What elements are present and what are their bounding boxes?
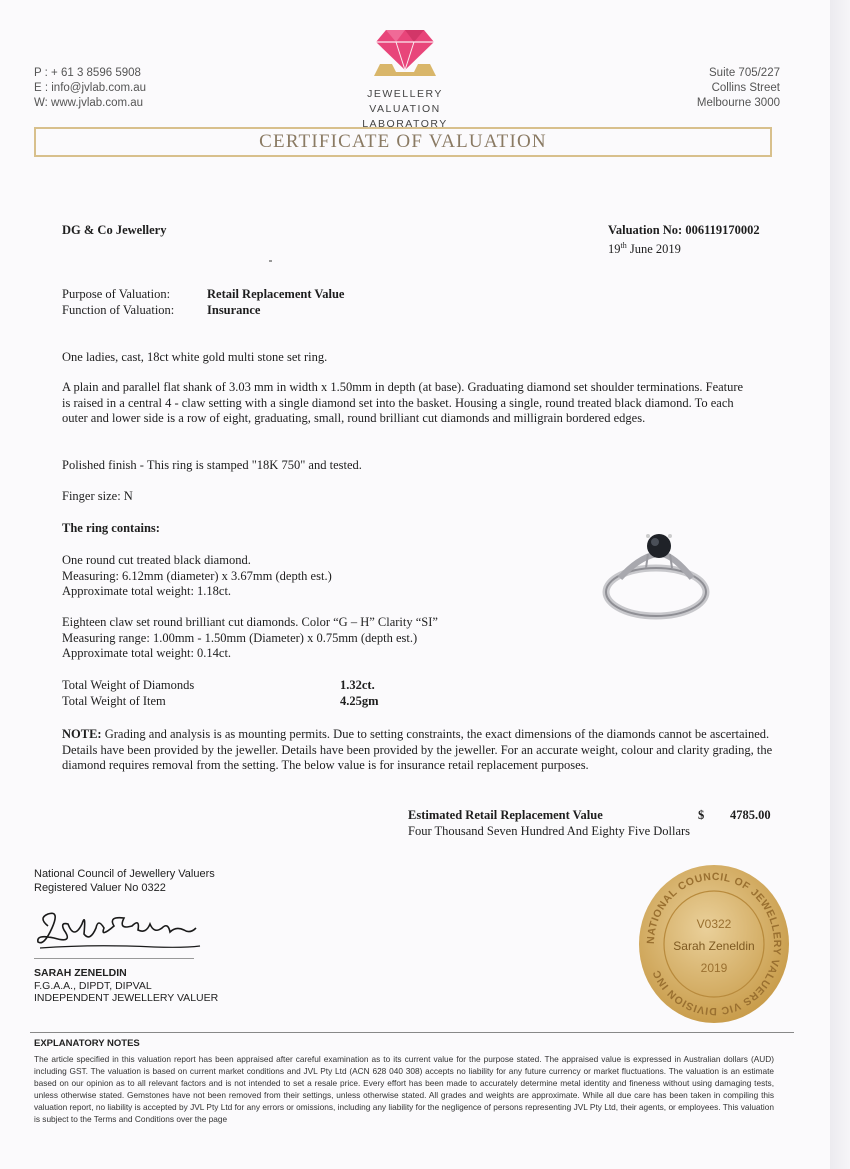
address-block	[697, 66, 780, 111]
certificate-title: CERTIFICATE OF VALUATION	[259, 131, 547, 152]
grading-note	[62, 727, 774, 774]
estimate-label: Estimated Retail Replacement Value	[408, 808, 603, 822]
seal-code: V0322	[696, 917, 732, 931]
seal-ring-text: NATIONAL COUNCIL OF JEWELLERY VALUERS VIC DIVISION INC	[644, 870, 784, 1018]
purpose-value: Retail Replacement Value	[207, 287, 345, 301]
item-description: A plain and parallel flat shank of 3.03 mm in width x 1.50mm in depth (at base). Graduating diamond set shoulder terminations. Feature is raised in a central 4 - claw setting with a single diamond set into the basket. Housing a single, round treated black diamond. To each outer and lower side is a row of eight, graduating, small, round brilliant cut diamonds and milligrain bordered edges.	[62, 380, 744, 425]
valuation-number: Valuation No: 006119170002	[608, 223, 760, 237]
estimate-value: 4785.00	[730, 808, 771, 822]
item-summary: One ladies, cast, 18ct white gold multi stone set ring.	[62, 350, 328, 364]
address-line1: Suite 705/227	[709, 67, 780, 79]
signature-image	[34, 904, 204, 958]
signer-title: INDEPENDENT JEWELLERY VALUER	[34, 992, 219, 1004]
stone-line: Eighteen claw set round brilliant cut diamonds. Color “G – H” Clarity “SI”	[62, 615, 438, 629]
page-edge	[830, 0, 850, 1169]
signer-name: SARAH ZENELDIN	[34, 967, 127, 979]
contact-phone: P : + 61 3 8596 5908	[34, 67, 141, 79]
total-item-value: 4.25gm	[340, 694, 379, 708]
logo-text-line2: LABORATORY	[362, 118, 448, 130]
contact-email: E : info@jvlab.com.au	[34, 82, 147, 94]
gem-logo-icon	[372, 24, 438, 78]
notes-divider	[30, 1032, 794, 1033]
stone-line: One round cut treated black diamond.	[62, 553, 251, 567]
stone-group-brilliant-diamonds	[62, 615, 522, 662]
stone-line: Approximate total weight: 1.18ct.	[62, 584, 232, 598]
valuation-date	[608, 238, 681, 258]
council-seal	[638, 864, 790, 1024]
stone-line: Approximate total weight: 0.14ct.	[62, 646, 232, 660]
stone-line: Measuring range: 1.00mm - 1.50mm (Diameter) x 0.75mm (depth est.)	[62, 630, 418, 645]
total-diamonds-value: 1.32ct.	[340, 678, 375, 692]
total-diamonds-label: Total Weight of Diamonds	[62, 678, 195, 692]
seal-year: 2019	[700, 961, 728, 975]
contact-web: W: www.jvlab.com.au	[34, 97, 144, 109]
signature-line	[34, 958, 194, 959]
client-name: DG & Co Jewellery	[62, 223, 167, 237]
total-item-label: Total Weight of Item	[62, 694, 166, 708]
explanatory-notes-title: EXPLANATORY NOTES	[34, 1038, 140, 1049]
address-line3: Melbourne 3000	[696, 97, 780, 109]
purpose-label: Purpose of Valuation:	[62, 287, 171, 301]
lab-logo	[330, 24, 480, 132]
finish-note: Polished finish - This ring is stamped "18K 750" and tested.	[62, 458, 362, 472]
estimate-currency: $	[698, 808, 705, 822]
stone-group-black-diamond	[62, 553, 482, 600]
function-value: Insurance	[207, 303, 261, 317]
certificate-title-box	[34, 127, 772, 157]
estimate-in-words: Four Thousand Seven Hundred And Eighty Five Dollars	[408, 824, 691, 838]
date-suffix: th	[620, 241, 627, 250]
explanatory-notes-text: The article specified in this valuation report has been appraised after careful examination as to its current value for the purpose stated. The appraised value is expressed in Australian dollars (AUD) including GST. The valuation is based on current market conditions and JVL Pty Ltd (ACN 628 040 308) accepts no liability for any future currency or market fluctuations. The valuation is an estimate based on our opinion as to all relevant factors and is not intended to set a resale price. Every effort has been made to accurately determine metal identity and fineness without using damaging tests, unless otherwise stated. Gemstones have not been removed from their settings, unless otherwise stated. All grades and weights are approximate. While all due care has been taken in compiling this valuation report, no liability is accepted by JVL Pty Ltd for any errors or omissions, including any liability for the negligence of persons representing JVL Pty Ltd, their agents, or employees. This valuation is subject to the Terms and Conditions over the page	[34, 1054, 774, 1124]
stone-line: Measuring: 6.12mm (diameter) x 3.67mm (depth est.)	[62, 568, 332, 583]
signer-qualifications: F.G.A.A., DIPDT, DIPVAL	[34, 979, 152, 992]
speck	[269, 260, 272, 262]
registered-number: Registered Valuer No 0322	[34, 882, 166, 894]
council-name: National Council of Jewellery Valuers	[34, 868, 215, 880]
date-day: 19	[608, 242, 621, 257]
function-label: Function of Valuation:	[62, 303, 175, 317]
address-line2: Collins Street	[711, 82, 780, 94]
finger-size: Finger size: N	[62, 489, 133, 503]
signer-block	[34, 967, 218, 1005]
logo-text-line1: JEWELLERY VALUATION	[367, 88, 443, 115]
seal-name: Sarah Zeneldin	[673, 939, 755, 953]
contact-block	[34, 66, 146, 111]
council-block	[34, 867, 215, 895]
ring-photo	[600, 526, 712, 626]
date-rest: June 2019	[626, 242, 681, 257]
note-label: NOTE:	[62, 727, 102, 741]
contains-heading: The ring contains:	[62, 521, 160, 535]
note-text: Grading and analysis is as mounting permits. Due to setting constraints, the exact dimensions of the diamonds cannot be ascertained. Details have been provided by the jeweller. Details have been provided by the jeweller. For an accurate weight, colour and clarity grading, the diamond requires removal from the setting. The below value is for insurance retail replacement purposes.	[62, 727, 773, 772]
